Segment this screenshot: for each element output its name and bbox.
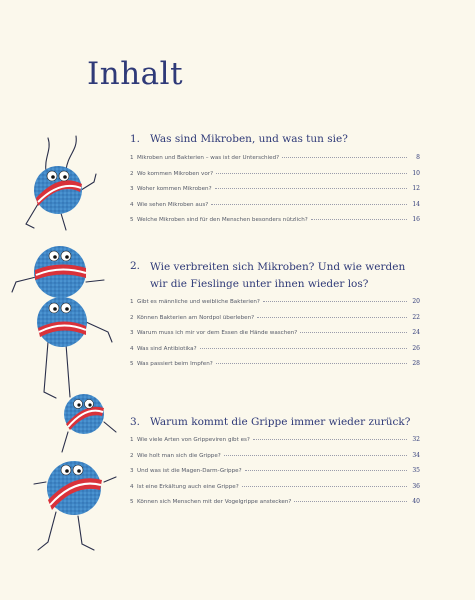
dot-leader bbox=[200, 348, 407, 349]
entry-title: Können sich Menschen mit der Vogelgrippe anstecken? bbox=[137, 499, 292, 505]
dot-leader bbox=[294, 501, 407, 502]
entry-number: 1 bbox=[130, 299, 134, 305]
entry-page: 16 bbox=[412, 216, 420, 223]
entry-title: Gibt es männliche und weibliche Bakterien? bbox=[137, 299, 260, 305]
chapter-heading bbox=[130, 415, 420, 430]
toc-entry[interactable] bbox=[130, 314, 420, 330]
chapter-number: 1. bbox=[130, 133, 141, 145]
toc-entry[interactable] bbox=[130, 216, 420, 232]
toc-entry[interactable] bbox=[130, 467, 420, 483]
entry-number: 4 bbox=[130, 201, 134, 208]
dot-leader bbox=[282, 157, 407, 158]
entry-number: 3 bbox=[130, 330, 134, 336]
entry-page: 14 bbox=[412, 200, 420, 208]
toc-entry[interactable] bbox=[130, 298, 420, 314]
dot-leader bbox=[311, 219, 407, 220]
entry-number: 4 bbox=[130, 483, 134, 490]
entry-number: 4 bbox=[130, 345, 134, 352]
entry-number: 1 bbox=[130, 155, 134, 161]
dot-leader bbox=[211, 204, 407, 205]
microbe-stack-illustration bbox=[8, 132, 120, 572]
toc-entry[interactable] bbox=[130, 360, 420, 376]
entry-page: 12 bbox=[412, 185, 420, 192]
page-title: Inhalt bbox=[87, 56, 184, 92]
entry-title: Woher kommen Mikroben? bbox=[137, 186, 212, 192]
toc-entry[interactable] bbox=[130, 483, 420, 499]
chapter-3 bbox=[130, 415, 420, 514]
chapter-title: Warum kommt die Grippe immer wieder zurück? bbox=[150, 416, 411, 428]
chapter-title: Was sind Mikroben, und was tun sie? bbox=[150, 133, 348, 145]
toc-entry[interactable] bbox=[130, 185, 420, 201]
toc-entry[interactable] bbox=[130, 170, 420, 186]
dot-leader bbox=[215, 188, 407, 189]
entry-title: Ist eine Erkältung auch eine Grippe? bbox=[137, 483, 239, 490]
entry-title: Wie viele Arten von Grippeviren gibt es? bbox=[137, 437, 250, 443]
entry-page: 20 bbox=[412, 298, 420, 305]
entry-page: 22 bbox=[412, 313, 420, 321]
toc-entry[interactable] bbox=[130, 452, 420, 468]
entry-number: 2 bbox=[130, 452, 134, 459]
toc-entry[interactable] bbox=[130, 329, 420, 345]
entry-page: 8 bbox=[416, 154, 420, 161]
entry-page: 36 bbox=[412, 482, 420, 490]
toc-entry[interactable] bbox=[130, 201, 420, 217]
entry-title: Und was ist die Magen-Darm-Grippe? bbox=[137, 468, 242, 474]
entry-page: 26 bbox=[412, 344, 420, 352]
entry-number: 3 bbox=[130, 186, 134, 192]
entry-title: Wie holt man sich die Grippe? bbox=[137, 452, 221, 459]
entry-title: Was passiert beim Impfen? bbox=[137, 361, 213, 367]
entry-page: 28 bbox=[412, 360, 420, 367]
microbe-3 bbox=[37, 297, 87, 347]
entry-title: Mikroben und Bakterien – was ist der Unterschied? bbox=[137, 155, 280, 161]
entry-number: 1 bbox=[130, 437, 134, 443]
entry-title: Warum muss ich mir vor dem Essen die Hände waschen? bbox=[137, 330, 298, 336]
chapter-heading bbox=[130, 259, 420, 292]
toc-entry[interactable] bbox=[130, 498, 420, 514]
dot-leader bbox=[253, 439, 407, 440]
chapter-heading bbox=[130, 132, 420, 147]
chapter-1 bbox=[130, 132, 420, 232]
toc-entry[interactable] bbox=[130, 345, 420, 361]
chapter-2 bbox=[130, 259, 420, 376]
microbe-1 bbox=[34, 166, 82, 214]
entry-page: 24 bbox=[412, 329, 420, 336]
microbe-2 bbox=[34, 246, 86, 298]
entry-number: 5 bbox=[130, 217, 134, 223]
dot-leader bbox=[263, 301, 407, 302]
entry-number: 3 bbox=[130, 468, 134, 474]
dot-leader bbox=[242, 486, 407, 487]
entry-number: 2 bbox=[130, 314, 134, 321]
entry-title: Können Bakterien am Nordpol überleben? bbox=[137, 314, 255, 321]
entry-page: 35 bbox=[412, 467, 420, 474]
entry-title: Welche Mikroben sind für den Menschen besonders nützlich? bbox=[137, 217, 308, 223]
entry-number: 5 bbox=[130, 499, 134, 505]
dot-leader bbox=[257, 317, 407, 318]
entry-number: 2 bbox=[130, 170, 134, 177]
entry-page: 10 bbox=[412, 169, 420, 177]
entry-number: 5 bbox=[130, 361, 134, 367]
dot-leader bbox=[216, 173, 407, 174]
entry-title: Was sind Antibiotika? bbox=[137, 345, 197, 352]
toc-entry[interactable] bbox=[130, 154, 420, 170]
chapter-number: 3. bbox=[130, 416, 141, 428]
chapter-title: Wie verbreiten sich Mikroben? Und wie werden wir die Fieslinge unter ihnen wieder los? bbox=[150, 261, 406, 290]
dot-leader bbox=[300, 332, 407, 333]
dot-leader bbox=[216, 363, 407, 364]
microbe-5 bbox=[47, 461, 102, 515]
entry-page: 32 bbox=[412, 436, 420, 443]
entry-title: Wie sehen Mikroben aus? bbox=[137, 201, 209, 208]
chapter-number: 2. bbox=[130, 260, 141, 272]
dot-leader bbox=[224, 455, 407, 456]
entry-page: 40 bbox=[412, 498, 420, 505]
entry-page: 34 bbox=[412, 451, 420, 459]
entry-title: Wo kommen Mikroben vor? bbox=[137, 170, 214, 177]
dot-leader bbox=[245, 470, 407, 471]
microbe-4 bbox=[64, 394, 104, 434]
toc-entry[interactable] bbox=[130, 436, 420, 452]
